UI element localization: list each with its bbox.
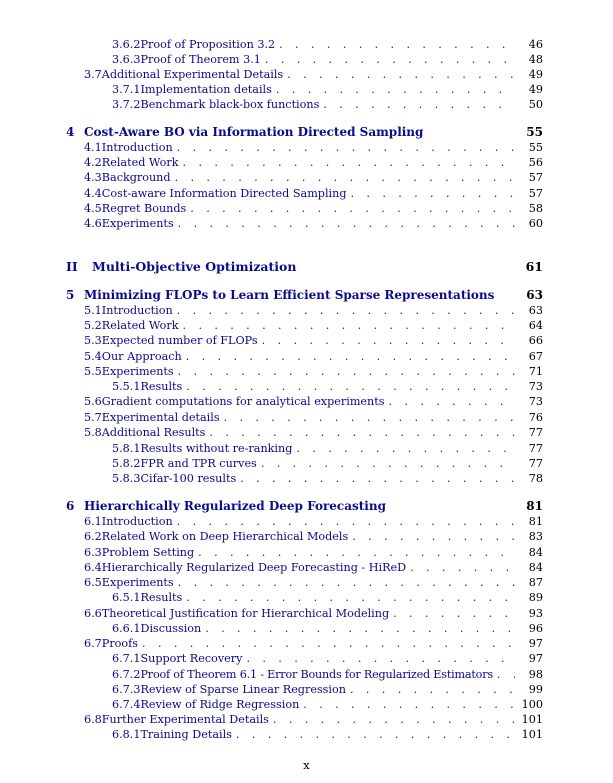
toc-entry[interactable]	[112, 667, 543, 682]
dot-leader	[178, 216, 515, 231]
dot-leader	[410, 560, 515, 575]
toc-entry-number: 6.8	[84, 713, 102, 726]
toc-entry-number: 3.6.2	[112, 38, 141, 51]
toc-entry-title[interactable]: Experimental details	[101, 411, 220, 424]
dot-leader	[389, 394, 516, 409]
dot-leader	[276, 82, 515, 97]
toc-entry-title[interactable]: Training Details	[140, 728, 232, 741]
toc-entry-title[interactable]: Background	[101, 171, 171, 184]
toc-entry[interactable]	[112, 379, 543, 394]
dot-leader	[279, 37, 515, 52]
toc-entry[interactable]	[112, 456, 543, 471]
dot-leader	[303, 697, 515, 712]
toc-entry-page[interactable]: 73	[528, 380, 543, 393]
toc-chapter-number: 4	[66, 125, 75, 139]
toc-entry[interactable]	[84, 201, 543, 216]
toc-entry-title[interactable]: Cifar-100 results	[140, 472, 237, 485]
toc-entry-number: 6.7.4	[112, 698, 141, 711]
toc-entry-number: 6.3	[84, 546, 102, 559]
toc-chapter-title[interactable]: Hierarchically Regularized Deep Forecasting	[84, 499, 386, 513]
toc-entry-title[interactable]: Expected number of FLOPs	[101, 334, 258, 347]
toc-chapter-page[interactable]: 63	[526, 288, 543, 302]
toc-entry-title[interactable]: Implementation details	[140, 83, 272, 96]
toc-part-page[interactable]: 61	[525, 259, 543, 274]
toc-entry-number: 4.1	[84, 141, 102, 154]
toc-entry-number: 3.7	[84, 68, 102, 81]
dot-leader	[177, 514, 515, 529]
dot-leader	[296, 441, 515, 456]
toc-entry[interactable]	[112, 471, 543, 486]
dot-leader	[209, 425, 515, 440]
dot-leader	[205, 621, 515, 636]
toc-chapter-number: 5	[66, 288, 75, 302]
toc-entry-page[interactable]: 99	[528, 683, 543, 696]
toc-entry-title[interactable]: Introduction	[101, 141, 173, 154]
toc-entry[interactable]	[84, 318, 543, 333]
dot-leader	[273, 712, 515, 727]
toc-entry-page[interactable]: 76	[528, 411, 543, 424]
toc-entry-page[interactable]: 93	[528, 607, 543, 620]
toc-entry-number: 6.6	[84, 607, 102, 620]
dot-leader	[497, 667, 515, 682]
dot-leader	[240, 471, 515, 486]
toc-entry-title[interactable]: Introduction	[101, 304, 173, 317]
toc-entry-page[interactable]: 67	[528, 350, 543, 363]
toc-entry-page[interactable]: 89	[528, 591, 543, 604]
toc-entry[interactable]	[112, 590, 543, 605]
toc-entry-number: 6.2	[84, 530, 102, 543]
toc-entry-title[interactable]: Theoretical Justification for Hierarchical Modeling	[101, 607, 390, 620]
toc-entry-title[interactable]: Additional Results	[101, 426, 206, 439]
toc-entry-title[interactable]: Review of Sparse Linear Regression	[140, 683, 346, 696]
toc-entry-title[interactable]: Experiments	[101, 217, 174, 230]
toc-entry-title[interactable]: Hierarchically Regularized Deep Forecasting - HiReD	[101, 561, 407, 574]
toc-entry-page[interactable]: 83	[528, 530, 543, 543]
toc-entry[interactable]	[112, 682, 543, 697]
toc-entry-title[interactable]: Proof of Proposition 3.2	[140, 38, 276, 51]
dot-leader	[351, 186, 516, 201]
toc-entry-title[interactable]: Proof of Theorem 3.1	[140, 53, 261, 66]
toc-entry-title[interactable]: Problem Setting	[101, 546, 195, 559]
toc-entry-number: 3.7.2	[112, 98, 141, 111]
toc-entry[interactable]	[84, 67, 543, 82]
toc-entry-number: 4.4	[84, 187, 102, 200]
dot-leader	[393, 606, 515, 621]
dot-leader	[265, 52, 515, 67]
toc-entry[interactable]	[84, 216, 543, 231]
toc-entry-page[interactable]: 97	[528, 652, 543, 665]
toc-entry-page[interactable]: 48	[528, 53, 543, 66]
toc-entry-page[interactable]: 84	[528, 546, 543, 559]
toc-entry-page[interactable]: 55	[528, 141, 543, 154]
toc-chapter[interactable]	[66, 125, 543, 140]
toc-entry-page[interactable]: 77	[528, 457, 543, 470]
dot-leader	[177, 303, 515, 318]
dot-leader	[323, 97, 515, 112]
toc-entry-title[interactable]: Results without re-ranking	[140, 442, 293, 455]
toc-entry[interactable]	[112, 441, 543, 456]
toc-entry-number: 6.8.1	[112, 728, 141, 741]
dot-leader	[190, 201, 515, 216]
toc-entry-page[interactable]: 101	[521, 728, 543, 741]
toc-entry-title[interactable]: Our Approach	[101, 350, 182, 363]
toc-entry-number: 5.3	[84, 334, 102, 347]
toc-entry-number: 5.8.3	[112, 472, 141, 485]
toc-entry-number: 5.4	[84, 350, 102, 363]
toc-entry[interactable]	[84, 545, 543, 560]
toc-entry-page[interactable]: 84	[528, 561, 543, 574]
toc-entry-number: 6.7	[84, 637, 102, 650]
toc-entry-number: 6.7.1	[112, 652, 141, 665]
dot-leader	[142, 636, 515, 651]
toc-chapter-title[interactable]: Minimizing FLOPs to Learn Efficient Sparse Representations	[84, 288, 495, 302]
toc-chapter[interactable]	[66, 288, 543, 303]
dot-leader	[224, 410, 515, 425]
toc-entry-title[interactable]: Proofs	[101, 637, 139, 650]
toc-entry-title[interactable]: Discussion	[140, 622, 202, 635]
toc-entry-page[interactable]: 56	[528, 156, 543, 169]
toc-entry-page[interactable]: 57	[528, 187, 543, 200]
toc-entry-number: 3.7.1	[112, 83, 141, 96]
toc-entry-title[interactable]: Experiments	[101, 365, 174, 378]
dot-leader	[236, 727, 515, 742]
toc-entry[interactable]	[84, 140, 543, 155]
toc-entry-number: 4.5	[84, 202, 102, 215]
dot-leader	[352, 529, 515, 544]
toc-entry-number: 6.7.2	[112, 668, 141, 681]
toc-entry-number: 5.8	[84, 426, 102, 439]
toc-entry-page[interactable]: 58	[528, 202, 543, 215]
dot-leader	[350, 682, 515, 697]
toc-entry[interactable]	[112, 651, 543, 666]
toc-chapter-page[interactable]: 81	[526, 499, 543, 513]
toc-entry-number: 5.8.2	[112, 457, 141, 470]
toc-entry[interactable]	[84, 575, 543, 590]
toc-entry-page[interactable]: 97	[528, 637, 543, 650]
toc-entry-page[interactable]: 57	[528, 171, 543, 184]
toc-entry-page[interactable]: 63	[528, 304, 543, 317]
dot-leader	[178, 364, 515, 379]
toc-entry-page[interactable]: 71	[528, 365, 543, 378]
toc-entry-title[interactable]: Experiments	[101, 576, 174, 589]
toc-entry-title[interactable]: Results	[140, 591, 183, 604]
toc-entry-title[interactable]: Cost-aware Information Directed Sampling	[101, 187, 347, 200]
toc-entry-number: 3.6.3	[112, 53, 141, 66]
dot-leader	[177, 140, 515, 155]
toc-entry[interactable]	[84, 349, 543, 364]
toc-chapter[interactable]	[66, 499, 543, 514]
toc-entry-page[interactable]: 100	[521, 698, 543, 711]
toc-entry[interactable]	[84, 186, 543, 201]
toc-entry-number: 4.6	[84, 217, 102, 230]
toc-entry[interactable]	[84, 529, 543, 544]
page-number: x	[303, 758, 310, 772]
toc-entry[interactable]	[112, 697, 543, 712]
toc-entry-number: 5.2	[84, 319, 102, 332]
dot-leader	[262, 333, 515, 348]
toc-entry-title[interactable]: Further Experimental Details	[101, 713, 269, 726]
toc-entry-title[interactable]: Regret Bounds	[101, 202, 187, 215]
toc-entry-title[interactable]: Results	[140, 380, 183, 393]
toc-entry-page[interactable]: 46	[528, 38, 543, 51]
toc-entry-page[interactable]: 49	[528, 68, 543, 81]
dot-leader	[246, 651, 515, 666]
toc-entry-page[interactable]: 78	[528, 472, 543, 485]
toc-entry-page[interactable]: 87	[528, 576, 543, 589]
toc-entry-number: 6.4	[84, 561, 102, 574]
dot-leader	[183, 318, 515, 333]
toc-entry-number: 5.8.1	[112, 442, 141, 455]
toc-entry-number: 5.5	[84, 365, 102, 378]
toc-entry-page[interactable]: 77	[528, 426, 543, 439]
toc-entry-number: 5.6	[84, 395, 102, 408]
toc-entry[interactable]	[112, 37, 543, 52]
dot-leader	[175, 170, 515, 185]
dot-leader	[198, 545, 515, 560]
toc-entry[interactable]	[84, 514, 543, 529]
dot-leader	[186, 590, 515, 605]
toc-entry[interactable]	[84, 560, 543, 575]
toc-entry-page[interactable]: 60	[528, 217, 543, 230]
toc-entry-title[interactable]: Proof of Theorem 6.1 - Error Bounds for Regularized Estimators	[140, 668, 493, 681]
toc-entry-page[interactable]: 49	[528, 83, 543, 96]
toc-entry-title[interactable]: Benchmark black-box functions	[140, 98, 320, 111]
toc-part-number: II	[66, 259, 78, 274]
toc-entry[interactable]	[112, 97, 543, 112]
dot-leader	[261, 456, 515, 471]
toc-entry[interactable]	[112, 727, 543, 742]
toc-entry-number: 6.7.3	[112, 683, 141, 696]
toc-entry[interactable]	[84, 410, 543, 425]
toc-entry[interactable]	[112, 621, 543, 636]
toc-entry[interactable]	[112, 52, 543, 67]
toc-entry-title[interactable]: Gradient computations for analytical experiments	[101, 395, 385, 408]
toc-entry-page[interactable]: 98	[528, 668, 543, 681]
toc-entry-page[interactable]: 50	[528, 98, 543, 111]
toc-entry-title[interactable]: Support Recovery	[140, 652, 243, 665]
toc-entry-title[interactable]: Related Work on Deep Hierarchical Models	[101, 530, 349, 543]
toc-entry-number: 5.7	[84, 411, 102, 424]
toc-entry[interactable]	[84, 155, 543, 170]
toc-entry-number: 4.2	[84, 156, 102, 169]
toc-entry-number: 6.5.1	[112, 591, 141, 604]
toc-entry-page[interactable]: 81	[528, 515, 543, 528]
toc-entry[interactable]	[84, 636, 543, 651]
toc-entry-page[interactable]: 77	[528, 442, 543, 455]
toc-entry[interactable]	[84, 333, 543, 348]
toc-entry-page[interactable]: 101	[521, 713, 543, 726]
dot-leader	[186, 379, 515, 394]
toc-entry-page[interactable]: 66	[528, 334, 543, 347]
toc-part[interactable]	[66, 259, 543, 274]
toc-chapter-number: 6	[66, 499, 75, 513]
toc-entry[interactable]	[84, 303, 543, 318]
dot-leader	[178, 575, 515, 590]
dot-leader	[183, 155, 515, 170]
toc-entry-number: 5.1	[84, 304, 102, 317]
toc-entry-title[interactable]: Related Work	[101, 319, 179, 332]
toc-entry-number: 6.6.1	[112, 622, 141, 635]
dot-leader	[287, 67, 515, 82]
toc-entry[interactable]	[84, 606, 543, 621]
toc-entry-title[interactable]: Review of Ridge Regression	[140, 698, 300, 711]
toc-entry-title[interactable]: Additional Experimental Details	[101, 68, 284, 81]
dot-leader	[186, 349, 515, 364]
toc-entry[interactable]	[112, 82, 543, 97]
toc-entry-page[interactable]: 64	[528, 319, 543, 332]
toc-entry-number: 6.5	[84, 576, 102, 589]
toc-entry-page[interactable]: 73	[528, 395, 543, 408]
toc-part-title[interactable]: Multi-Objective Optimization	[92, 259, 297, 274]
toc-entry-number: 4.3	[84, 171, 102, 184]
toc-entry[interactable]	[84, 364, 543, 379]
toc-chapter-title[interactable]: Cost-Aware BO via Information Directed Sampling	[84, 125, 424, 139]
toc-entry-title[interactable]: Related Work	[101, 156, 179, 169]
toc-entry-title[interactable]: Introduction	[101, 515, 173, 528]
toc-entry-number: 5.5.1	[112, 380, 141, 393]
toc-entry[interactable]	[84, 712, 543, 727]
toc-entry[interactable]	[84, 425, 543, 440]
toc-chapter-page[interactable]: 55	[526, 125, 543, 139]
toc-entry-number: 6.1	[84, 515, 102, 528]
toc-entry-title[interactable]: FPR and TPR curves	[140, 457, 257, 470]
toc-entry[interactable]	[84, 170, 543, 185]
toc-entry[interactable]	[84, 394, 543, 409]
toc-entry-page[interactable]: 96	[528, 622, 543, 635]
